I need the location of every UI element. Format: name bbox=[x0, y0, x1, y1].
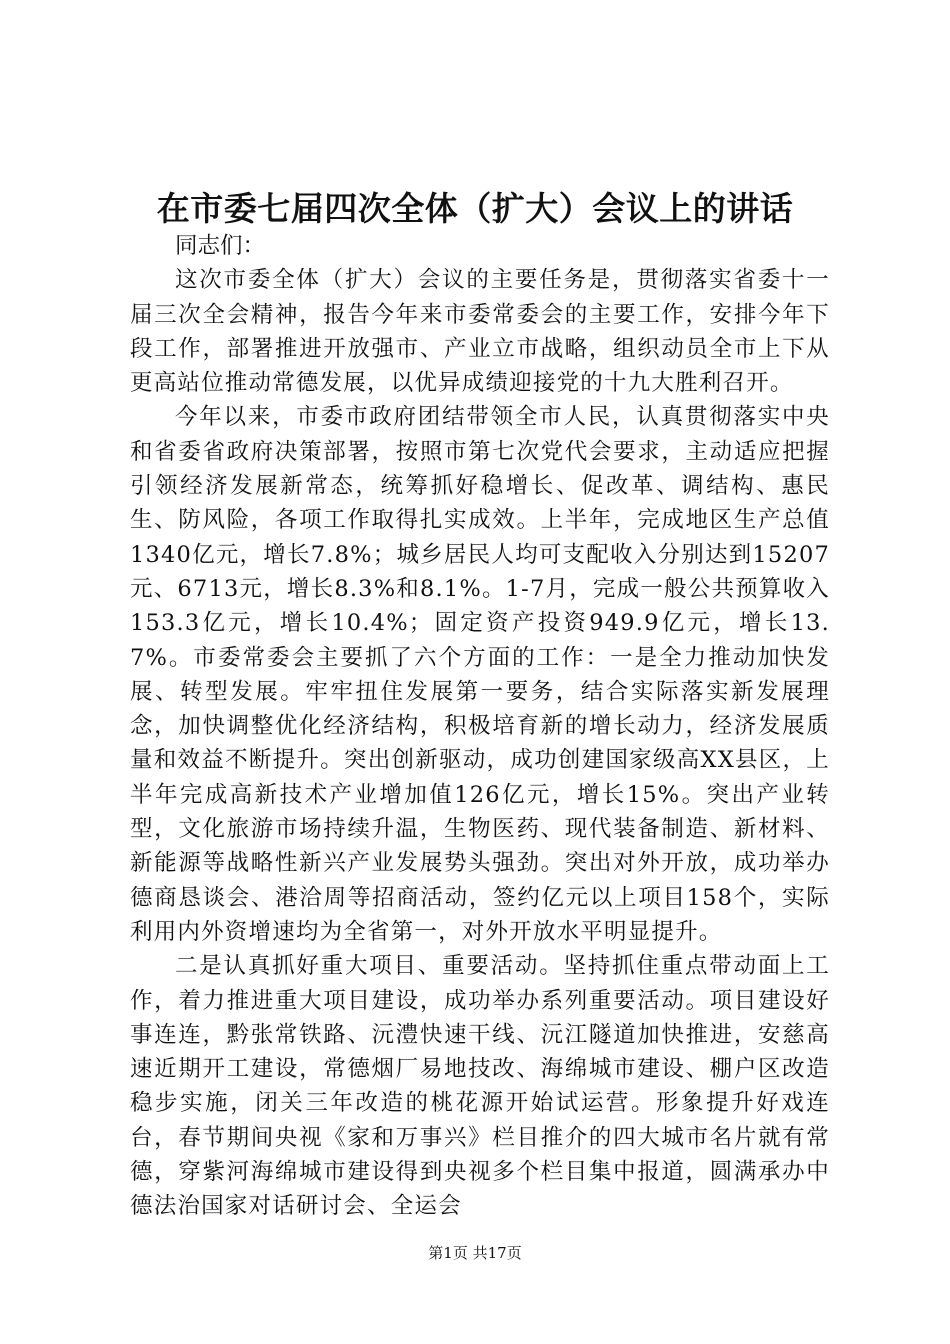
body-paragraph: 这次市委全体（扩大）会议的主要任务是，贯彻落实省委十一届三次全会精神，报告今年来市委常委会的主要工作，安排今年下段工作，部署推进开放强市、产业立市战略，组织动员全市上下从更高站位推动常德发展，以优异成绩迎接党的十九大胜利召开。 bbox=[130, 267, 830, 397]
page-number-footer: 第1页 共17页 bbox=[428, 1244, 522, 1262]
document-title: 在市委七届四次全体（扩大）会议上的讲话 bbox=[156, 189, 794, 228]
body-paragraph: 二是认真抓好重大项目、重要活动。坚持抓住重点带动面上工作，着力推进重大项目建设，成功举办系列重要活动。项目建设好事连连，黔张常铁路、沅澧快速干线、沅江隧道加快推进，安慈高速近期开工建设，常德烟厂易地技改、海绵城市建设、棚户区改造稳步实施，闭关三年改造的桃花源开始试运营。形象提升好戏连台，春节期间央视《家和万事兴》栏目推介的四大城市名片就有常德，穿紫河海绵城市建设得到央视多个栏目集中报道，圆满承办中德法治国家对话研讨会、全运会 bbox=[130, 953, 830, 1220]
document-body bbox=[130, 229, 830, 1224]
greeting-paragraph: 同志们： bbox=[175, 233, 266, 259]
body-paragraph: 今年以来，市委市政府团结带领全市人民，认真贯彻落实中央和省委省政府决策部署，按照市第七次党代会要求，主动适应把握引领经济发展新常态，统筹抓好稳增长、促改革、调结构、惠民生、防风险，各项工作取得扎实成效。上半年，完成地区生产总值1340亿元，增长7.8%；城乡居民人均可支配收入分别达到15207元、6713元，增长8.3%和8.1%。1-7月，完成一般公共预算收入153.3亿元，增长10.4%；固定资产投资949.9亿元，增长13.7%。市委常委会主要抓了六个方面的工作：一是全力推动加快发展、转型发展。牢牢扭住发展第一要务，结合实际落实新发展理念，加快调整优化经济结构，积极培育新的增长动力，经济发展质量和效益不断提升。突出创新驱动，成功创建国家级高XX县区，上半年完成高新技术产业增加值126亿元，增长15%。突出产业转型，文化旅游市场持续升温，生物医药、现代装备制造、新材料、新能源等战略性新兴产业发展势头强劲。突出对外开放，成功举办德商恳谈会、港洽周等招商活动，签约亿元以上项目158个，实际利用内外资增速均为全省第一，对外开放水平明显提升。 bbox=[130, 404, 830, 945]
